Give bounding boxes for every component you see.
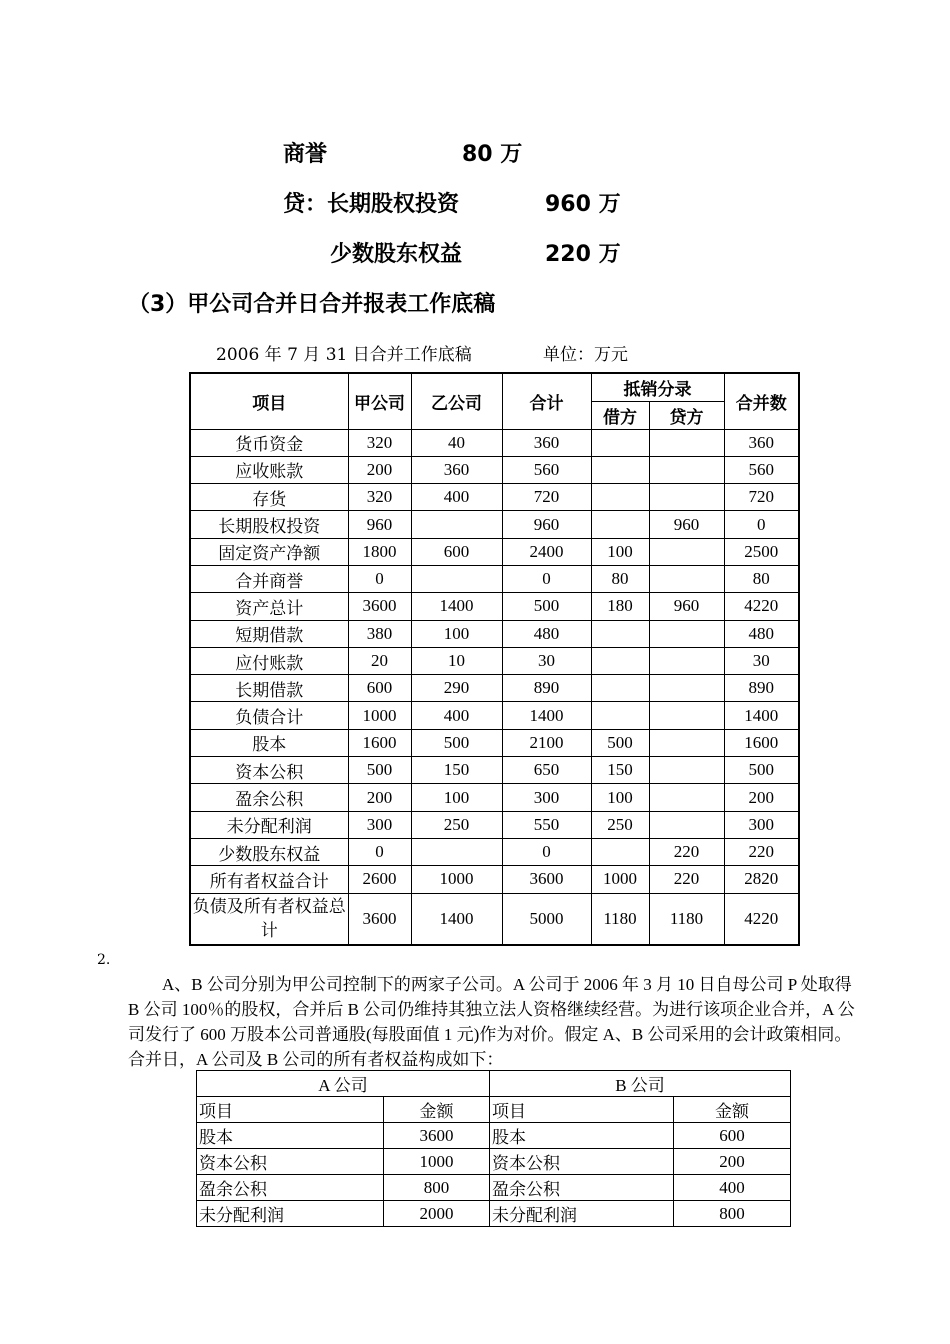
row-value: 4220 [724, 593, 799, 620]
equity-amount: 400 [674, 1175, 791, 1201]
journal-line3-amount: 220 万 [545, 242, 621, 267]
row-value [649, 784, 724, 811]
worksheet-row [190, 620, 799, 647]
row-value: 2820 [724, 866, 799, 893]
worksheet-row [190, 757, 799, 784]
a-company-title: A 公司 [197, 1071, 490, 1097]
row-value [649, 620, 724, 647]
header-credit: 贷方 [649, 401, 724, 429]
equity-amount: 200 [674, 1149, 791, 1175]
row-value [591, 511, 649, 538]
row-value: 960 [348, 511, 411, 538]
equity-amount: 1000 [384, 1149, 490, 1175]
equity-row [197, 1175, 791, 1201]
equity-item: 股本 [490, 1123, 674, 1149]
row-label: 负债及所有者权益总计 [190, 893, 348, 945]
row-value: 1800 [348, 538, 411, 565]
row-value: 290 [411, 675, 502, 702]
row-value: 960 [649, 593, 724, 620]
row-value: 100 [591, 784, 649, 811]
consolidation-worksheet-table [189, 372, 800, 946]
row-value: 40 [411, 429, 502, 456]
row-value: 0 [724, 511, 799, 538]
worksheet-row [190, 647, 799, 674]
b-col-amount: 金额 [674, 1097, 791, 1123]
journal-line1-account: 商誉 [283, 142, 328, 167]
equity-item: 盈余公积 [197, 1175, 384, 1201]
row-label: 股本 [190, 729, 348, 756]
row-label: 应付账款 [190, 647, 348, 674]
row-value: 30 [502, 647, 591, 674]
worksheet-row [190, 456, 799, 483]
row-value [649, 757, 724, 784]
row-value: 500 [348, 757, 411, 784]
row-value [649, 456, 724, 483]
equity-item: 盈余公积 [490, 1175, 674, 1201]
row-value: 380 [348, 620, 411, 647]
row-label: 资本公积 [190, 757, 348, 784]
row-value: 2500 [724, 538, 799, 565]
equity-amount: 600 [674, 1123, 791, 1149]
row-value [649, 675, 724, 702]
row-label: 短期借款 [190, 620, 348, 647]
row-value: 220 [724, 838, 799, 865]
equity-composition-table [196, 1070, 791, 1227]
row-value: 250 [591, 811, 649, 838]
worksheet-row [190, 593, 799, 620]
row-value: 300 [348, 811, 411, 838]
worksheet-row [190, 784, 799, 811]
row-label: 所有者权益合计 [190, 866, 348, 893]
row-value: 100 [591, 538, 649, 565]
b-col-item: 项目 [490, 1097, 674, 1123]
row-label: 未分配利润 [190, 811, 348, 838]
row-value: 2400 [502, 538, 591, 565]
row-value: 1400 [411, 593, 502, 620]
row-value: 250 [411, 811, 502, 838]
row-value: 960 [649, 511, 724, 538]
row-value: 1000 [411, 866, 502, 893]
row-value: 0 [502, 838, 591, 865]
problem-paragraph: A、B 公司分别为甲公司控制下的两家子公司。A 公司于 2006 年 3 月 10 日自母公司 P 处取得 B 公司 100％的股权，合并后 B 公司仍维持其独立法人资格继续经营。为进行该项企业合并，A 公司发行了 600 万股本公司普通股(每股面值 1 元)作为对价。假定 A、B 公司采用的会计政策相同。合并日，A 公司及 B 公司的所有者权益构成如下： [128, 975, 855, 1069]
row-value: 150 [411, 757, 502, 784]
row-value: 360 [502, 429, 591, 456]
row-value: 4220 [724, 893, 799, 945]
row-value: 1180 [649, 893, 724, 945]
section-title: （3）甲公司合并日合并报表工作底稿 [128, 292, 496, 317]
row-value: 220 [649, 866, 724, 893]
header-consolidated: 合并数 [724, 373, 799, 429]
worksheet-row [190, 429, 799, 456]
row-value: 1400 [502, 702, 591, 729]
worksheet-row [190, 866, 799, 893]
row-value: 1400 [724, 702, 799, 729]
row-value: 200 [348, 784, 411, 811]
row-value [411, 511, 502, 538]
equity-amount: 800 [384, 1175, 490, 1201]
journal-line3-account: 少数股东权益 [330, 242, 463, 267]
row-label: 长期股权投资 [190, 511, 348, 538]
row-value: 480 [724, 620, 799, 647]
row-value [591, 647, 649, 674]
row-label: 存货 [190, 484, 348, 511]
row-value: 600 [411, 538, 502, 565]
row-label: 盈余公积 [190, 784, 348, 811]
row-value: 5000 [502, 893, 591, 945]
equity-amount: 2000 [384, 1201, 490, 1227]
journal-line2-amount: 960 万 [545, 192, 621, 217]
equity-item: 未分配利润 [490, 1201, 674, 1227]
row-value: 890 [502, 675, 591, 702]
row-value [591, 675, 649, 702]
row-label: 少数股东权益 [190, 838, 348, 865]
row-value: 10 [411, 647, 502, 674]
row-value: 180 [591, 593, 649, 620]
row-value: 30 [724, 647, 799, 674]
row-value [591, 456, 649, 483]
equity-amount: 3600 [384, 1123, 490, 1149]
row-value: 500 [591, 729, 649, 756]
row-value: 320 [348, 484, 411, 511]
row-value [411, 565, 502, 592]
header-total: 合计 [502, 373, 591, 429]
row-label: 合并商誉 [190, 565, 348, 592]
row-value: 480 [502, 620, 591, 647]
header-item: 项目 [190, 373, 348, 429]
row-value: 80 [591, 565, 649, 592]
equity-item: 未分配利润 [197, 1201, 384, 1227]
row-value: 200 [348, 456, 411, 483]
row-value: 890 [724, 675, 799, 702]
row-value: 500 [411, 729, 502, 756]
row-value: 550 [502, 811, 591, 838]
equity-row [197, 1201, 791, 1227]
row-value [649, 702, 724, 729]
row-value: 200 [724, 784, 799, 811]
row-value: 600 [348, 675, 411, 702]
row-value: 320 [348, 429, 411, 456]
row-value [649, 565, 724, 592]
b-company-title: B 公司 [490, 1071, 791, 1097]
row-value: 1000 [348, 702, 411, 729]
header-yi: 乙公司 [411, 373, 502, 429]
row-value: 400 [411, 484, 502, 511]
a-col-amount: 金额 [384, 1097, 490, 1123]
worksheet-row [190, 565, 799, 592]
row-value: 100 [411, 620, 502, 647]
header-debit: 借方 [591, 401, 649, 429]
row-value: 0 [348, 838, 411, 865]
row-label: 长期借款 [190, 675, 348, 702]
row-value: 80 [724, 565, 799, 592]
row-value: 1000 [591, 866, 649, 893]
row-value [411, 838, 502, 865]
journal-line1-amount: 80 万 [462, 142, 523, 167]
row-label: 资产总计 [190, 593, 348, 620]
row-value: 650 [502, 757, 591, 784]
row-value: 1400 [411, 893, 502, 945]
worksheet-row [190, 511, 799, 538]
worksheet-row [190, 811, 799, 838]
worksheet-row [190, 675, 799, 702]
worksheet-row [190, 538, 799, 565]
row-value: 2600 [348, 866, 411, 893]
row-value [591, 838, 649, 865]
journal-line2-account: 贷：长期股权投资 [283, 192, 460, 217]
row-value: 400 [411, 702, 502, 729]
row-value [591, 429, 649, 456]
equity-item: 资本公积 [490, 1149, 674, 1175]
row-value: 500 [724, 757, 799, 784]
row-value [649, 729, 724, 756]
row-value: 2100 [502, 729, 591, 756]
row-value: 150 [591, 757, 649, 784]
row-value: 500 [502, 593, 591, 620]
row-value: 720 [502, 484, 591, 511]
row-value: 960 [502, 511, 591, 538]
equity-item: 股本 [197, 1123, 384, 1149]
problem-number: 2. [97, 952, 111, 968]
row-value [591, 702, 649, 729]
row-value: 20 [348, 647, 411, 674]
row-value: 720 [724, 484, 799, 511]
row-value: 0 [502, 565, 591, 592]
row-label: 负债合计 [190, 702, 348, 729]
worksheet-row [190, 484, 799, 511]
row-label: 应收账款 [190, 456, 348, 483]
row-value [649, 538, 724, 565]
row-value: 1600 [348, 729, 411, 756]
row-value: 0 [348, 565, 411, 592]
row-value: 560 [502, 456, 591, 483]
row-value: 300 [724, 811, 799, 838]
worksheet-unit: 单位：万元 [543, 345, 628, 365]
row-value [649, 484, 724, 511]
row-value [649, 647, 724, 674]
row-value: 360 [411, 456, 502, 483]
row-value: 1600 [724, 729, 799, 756]
row-label: 固定资产净额 [190, 538, 348, 565]
row-value: 300 [502, 784, 591, 811]
equity-item: 资本公积 [197, 1149, 384, 1175]
row-value [591, 484, 649, 511]
worksheet-row [190, 729, 799, 756]
a-col-item: 项目 [197, 1097, 384, 1123]
equity-row [197, 1123, 791, 1149]
worksheet-row [190, 838, 799, 865]
equity-amount: 800 [674, 1201, 791, 1227]
row-value [649, 811, 724, 838]
row-value: 3600 [348, 593, 411, 620]
row-value: 100 [411, 784, 502, 811]
row-value: 3600 [502, 866, 591, 893]
header-elimination: 抵销分录 [591, 373, 724, 401]
row-label: 货币资金 [190, 429, 348, 456]
worksheet-caption: 2006 年 7 月 31 日合并工作底稿 [216, 345, 472, 365]
row-value: 1180 [591, 893, 649, 945]
equity-row [197, 1149, 791, 1175]
row-value: 220 [649, 838, 724, 865]
worksheet-row [190, 702, 799, 729]
row-value: 560 [724, 456, 799, 483]
worksheet-row [190, 893, 799, 945]
row-value: 3600 [348, 893, 411, 945]
row-value [649, 429, 724, 456]
header-jia: 甲公司 [348, 373, 411, 429]
row-value: 360 [724, 429, 799, 456]
row-value [591, 620, 649, 647]
